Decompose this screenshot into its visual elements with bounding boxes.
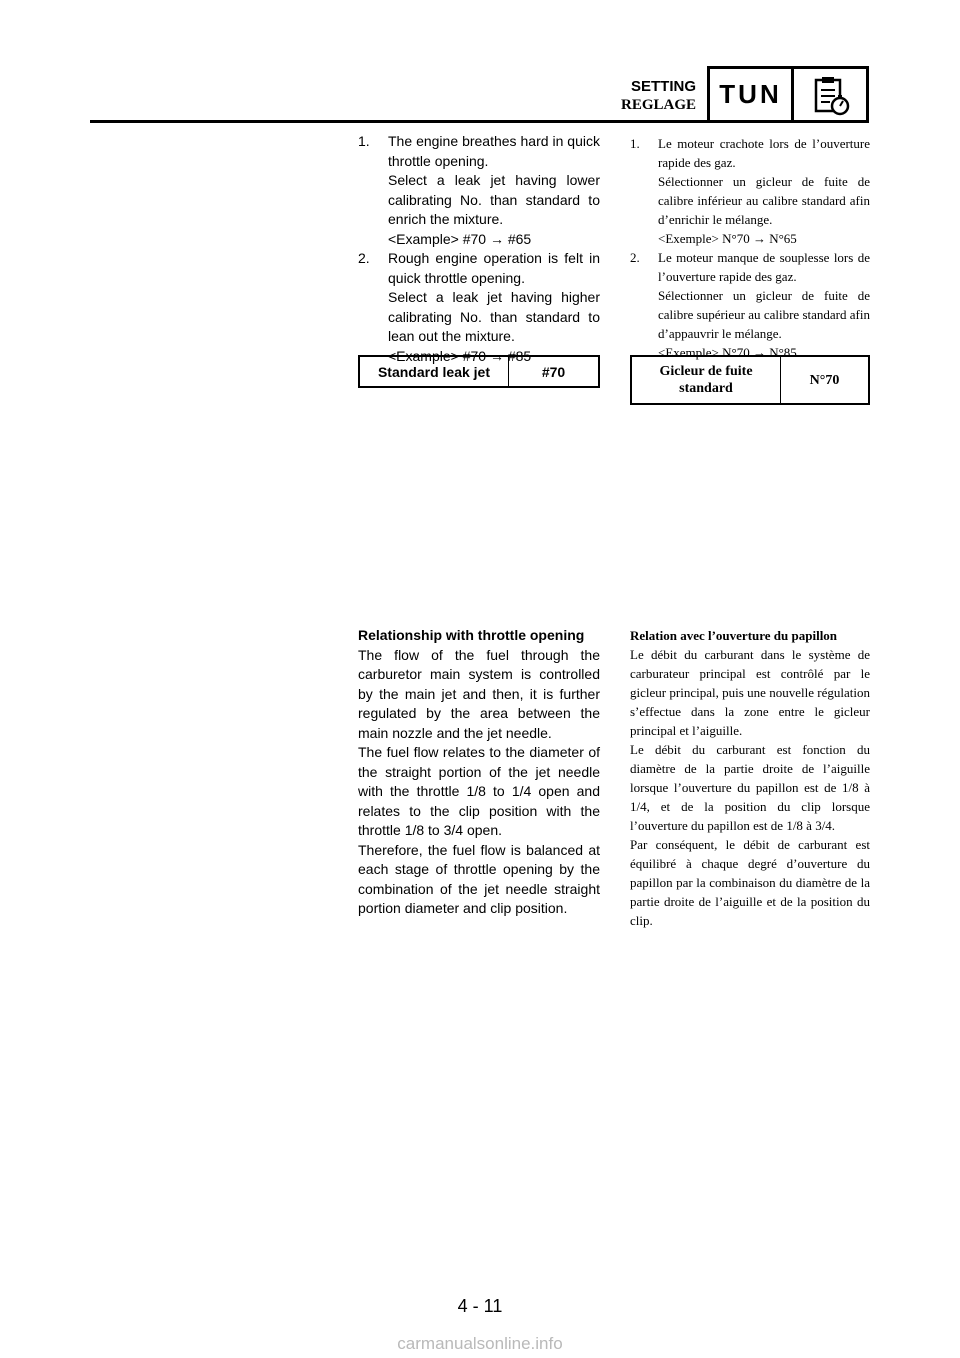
section-badge-label: TUN [710, 69, 794, 120]
watermark: carmanualsonline.info [397, 1334, 563, 1353]
paragraph: Par conséquent, le débit de carburant est équilibré à chaque degré d’ouverture du papillon par la combinaison du diamètre de la partie droite de l’aiguille et de la position du clip. [630, 837, 870, 928]
paragraph: Le débit du carburant dans le système de carburateur principal est contrôlé par le gicleur principal, puis une nouvelle régulation s’effectue dans la zone entre le gicleur principal et l’aiguille. [630, 647, 870, 738]
header-title-en: SETTING [630, 78, 696, 95]
list-item: 1. The engine breathes hard in quick throttle opening. Select a leak jet having lower calibrating No. than standard to enrich the mixture. <Example> #70 → #65 [358, 133, 600, 247]
page-number: 4 - 11 [457, 1296, 503, 1316]
list-item: 1. Le moteur crachote lors de l’ouverture rapide des gaz. Sélectionner un gicleur de fuite de calibre inférieur au calibre standard afin d’enrichir le mélange. <Exemple> N°70 → N°65 [630, 136, 870, 246]
spec-table-fr [630, 355, 870, 405]
french-section [630, 626, 870, 930]
spec-value: N°70 [780, 357, 868, 403]
clipboard-stopwatch-icon [794, 69, 866, 120]
section-title: Relationship with throttle opening [358, 627, 585, 643]
french-steps [630, 134, 870, 362]
paragraph: Le débit du carburant est fonction du diamètre de la partie droite de l’aiguille lorsque l’ouverture du papillon est de 1/8 à 1/4, et de la position du clip lorsque l’ouverture du papillon est de 1/8 à 3/4. [630, 742, 870, 833]
section-title: Relation avec l’ouverture du papillon [630, 628, 838, 643]
header-title-fr: REGLAGE [620, 97, 696, 113]
spec-value: #70 [508, 357, 598, 386]
spec-label: Standard leak jet [377, 363, 491, 380]
english-steps [358, 132, 600, 366]
paragraph: Therefore, the fuel flow is balanced at each stage of throttle opening by the combination of the jet needle straight portion diameter and clip position. [358, 841, 600, 916]
spec-table-en [358, 355, 600, 388]
paragraph: The fuel flow relates to the diameter of the straight portion of the jet needle with the throttle 1/8 to 1/4 open and relates to the clip position with the throttle 1/8 to 3/4 open. [358, 744, 600, 838]
list-item: 2. Le moteur manque de souplesse lors de l’ouverture rapide des gaz. Sélectionner un gicleur de fuite de calibre supérieur au calibre standard afin d’appauvrir le mélange. <Exemple> N°70 → N°85 [630, 250, 870, 360]
spec-label: Gicleur de fuite standard [659, 364, 753, 396]
english-section [358, 626, 600, 919]
list-item: 2. Rough engine operation is felt in quick throttle opening. Select a leak jet having higher calibrating No. than standard to lean out the mixture. <Example> #70 → #85 [358, 250, 600, 364]
header-rule [90, 120, 868, 123]
paragraph: The flow of the fuel through the carburetor main system is controlled by the main jet and then, it is further regulated by the area between the main nozzle and the jet needle. [358, 646, 600, 741]
section-badge [707, 66, 869, 123]
